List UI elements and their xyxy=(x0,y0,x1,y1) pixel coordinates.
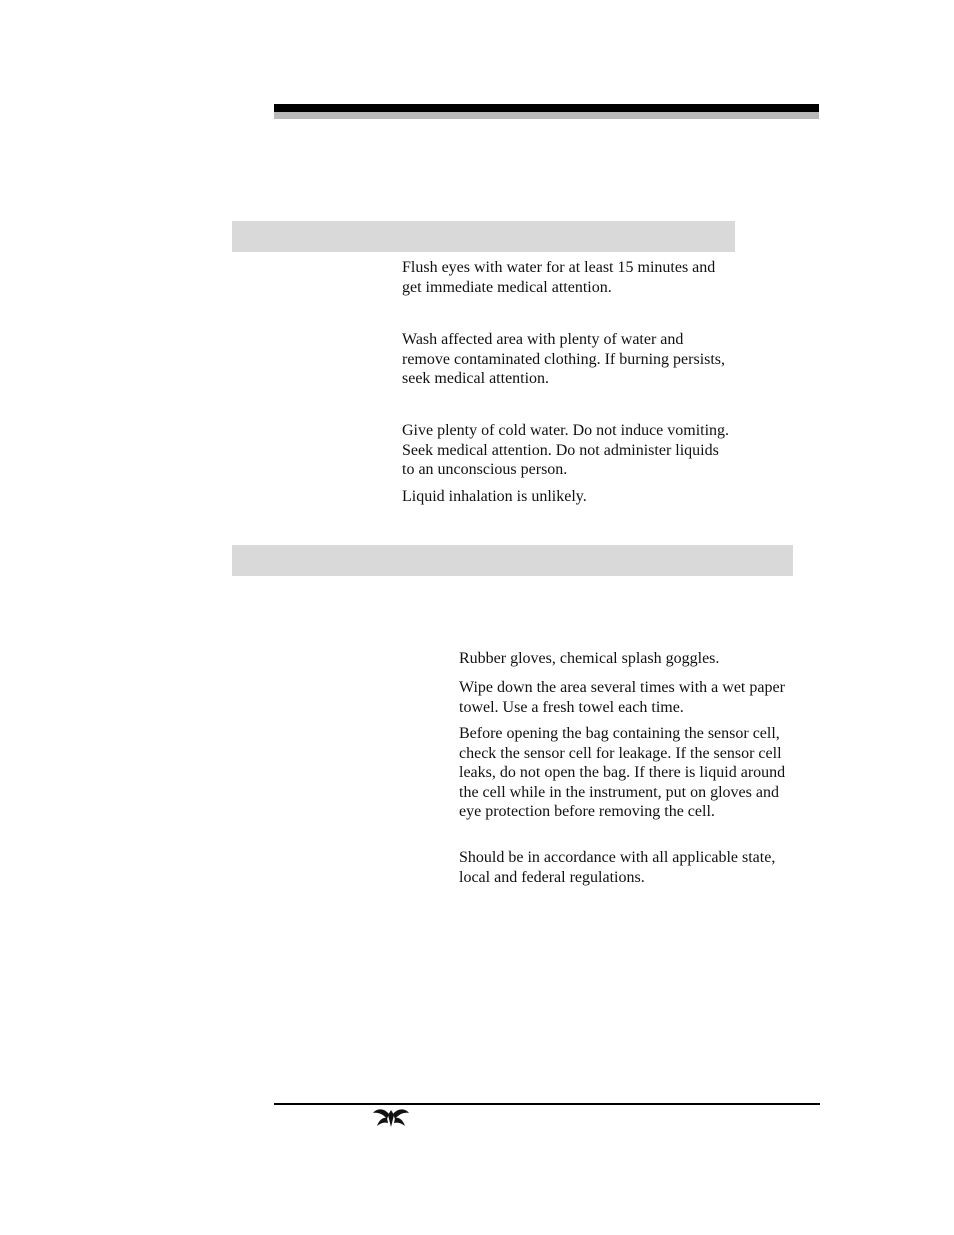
handling-precautions: Before opening the bag containing the sensor cell, check the sensor cell for leakage. If the sensor cell leaks, do not open the bag. If there is liquid around the cell while in the instrument, put on gloves and eye protection before removing the cell. xyxy=(459,725,786,821)
header-rule-shadow xyxy=(274,112,819,119)
section-header-band-first-aid xyxy=(232,221,735,252)
teledyne-logo-icon xyxy=(372,1106,410,1130)
first-aid-skin: Wash affected area with plenty of water and remove contaminated clothing. If burning persists, seek medical attention. xyxy=(402,331,726,388)
footer-rule xyxy=(274,1103,820,1105)
first-aid-ingestion: Give plenty of cold water. Do not induce vomiting. Seek medical attention. Do not administer liquids to an unconscious person. xyxy=(402,422,730,479)
first-aid-eyes: Flush eyes with water for at least 15 minutes and get immediate medical attention. xyxy=(402,259,716,296)
handling-protective-equipment: Rubber gloves, chemical splash goggles. xyxy=(459,650,720,667)
first-aid-inhalation: Liquid inhalation is unlikely. xyxy=(402,488,587,505)
section-header-band-handling xyxy=(232,545,793,576)
header-rule xyxy=(274,104,819,112)
handling-disposal: Should be in accordance with all applicable state, local and federal regulations. xyxy=(459,849,776,886)
handling-clean-up: Wipe down the area several times with a wet paper towel. Use a fresh towel each time. xyxy=(459,679,785,716)
